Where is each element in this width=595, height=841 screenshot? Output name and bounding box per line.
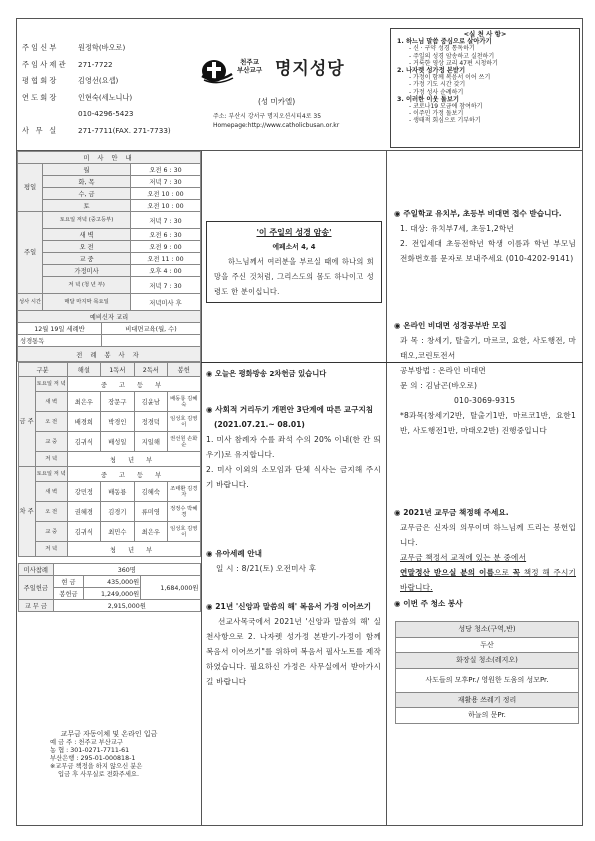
finance-wrap-row	[18, 557, 201, 612]
lecture-row	[18, 323, 201, 335]
contact-value: 원정학(바오로)	[78, 43, 126, 52]
sunday-row	[18, 229, 201, 241]
donation-line: 부산은행 : 295-01-000818-1	[50, 755, 136, 762]
servers-slot: 오 전	[35, 502, 67, 522]
attendance-value: 360명	[54, 564, 200, 576]
contact-key: 연도회장	[22, 92, 59, 102]
bible-study-row	[18, 335, 201, 347]
finance-row	[18, 564, 200, 576]
bible-3: 문 의 : 김남곤(바오로)	[400, 381, 478, 390]
confession-time: 저녁미사 후	[130, 294, 200, 311]
weekday-day: 수, 금	[43, 188, 131, 200]
sunday-time: 오전 9 : 00	[130, 241, 200, 253]
donation-line: 입금 후 사무실로 전화주세요.	[58, 771, 139, 778]
tithe-6: 책정 해 주시기 바랍니다.	[400, 568, 577, 592]
servers-row	[18, 542, 200, 557]
weekday-label: 평일	[18, 164, 43, 212]
servers-slot: 새 벽	[35, 482, 67, 502]
lecture-title: 예비신자 교리	[18, 311, 201, 323]
confession-row	[18, 294, 201, 311]
cleaning-cell: 사도들의 모후Pr./ 영원한 도움의 성모Pr.	[396, 668, 579, 692]
tithe-1: 교무금은 신자의 의무이며 하느님께 드리는 봉헌입니다.	[400, 523, 576, 547]
servers-merged: 중 고 등 부	[67, 467, 200, 482]
contact-row	[22, 123, 198, 140]
sunday-slot: 교 중	[43, 253, 131, 265]
sunday-slot: 저 녁 (청 년 부)	[43, 277, 131, 294]
sunday-school-1: 1. 대상: 유치부7세, 초등1,2학년	[400, 224, 514, 233]
confession-label: 성사 시간	[18, 294, 43, 311]
contact-value: 인현숙(세노니나)	[78, 92, 133, 102]
sunday-row	[18, 277, 201, 294]
cleaning-row	[396, 653, 579, 669]
sunday-time: 오후 4 : 00	[130, 265, 200, 277]
servers-name: 배동룡 김혜숙	[168, 392, 200, 412]
servers-slot: 토요일 저 녁	[35, 377, 67, 392]
servers-name: 류미영	[134, 502, 167, 522]
cash-value: 435,000원	[83, 576, 140, 588]
parish-patron: (성 미카엘)	[258, 97, 296, 106]
contact-key: 주임사제관	[22, 59, 68, 69]
sunday-school-head: ◉ 주일학교 유치부, 초등부 비대면 접수 받습니다.	[394, 209, 562, 218]
contact-row	[22, 90, 198, 107]
peace-prayer-text: ◉ 오늘은 평화방송 2차헌금 있습니다	[206, 369, 327, 378]
servers-header: 2독서	[134, 363, 167, 377]
donation-lines	[17, 739, 201, 779]
servers-name: 정경덕	[134, 412, 167, 432]
servers-name: 김혜숙	[134, 482, 167, 502]
cleaning-cell: 하늘의 문Pr.	[396, 708, 579, 724]
mass-title-row	[18, 152, 201, 164]
attendance-label: 미사참례	[18, 564, 54, 576]
servers-row	[18, 482, 200, 502]
tithe-2: 교무금 책정서 교적에 있는 분 중에서	[400, 553, 527, 562]
parish-name: 명지성당	[275, 59, 345, 79]
servers-row	[18, 432, 200, 452]
servers-name: 임성호 김영이	[168, 522, 200, 542]
servers-name: 박경인	[101, 412, 134, 432]
bible-head: ◉ 온라인 비대면 성경공부반 모집	[394, 321, 507, 330]
practice-item: - 신 · 구약 성경 통독하기	[409, 45, 475, 53]
cleaning-row	[396, 692, 579, 708]
servers-slot: 저 녁	[35, 452, 67, 467]
practice-box	[390, 28, 580, 148]
servers-row	[18, 452, 200, 467]
bible-study-label: 성경통독	[18, 335, 102, 347]
year-head: ◉ 21년 '신앙과 말씀의 해' 복음서 가정 이어쓰기	[206, 602, 372, 611]
servers-row	[18, 502, 200, 522]
cash-label: 현 금	[54, 576, 84, 588]
envelope-label: 봉헌금	[54, 588, 84, 600]
weekday-time: 오전 6 : 30	[130, 164, 200, 176]
servers-name: 강민정	[67, 482, 100, 502]
practice-group-head: 2. 나자렛 성가정 본받기	[397, 67, 466, 75]
contact-value: 김영선(요셉)	[78, 76, 119, 85]
contact-value: 010-4296-5423	[78, 109, 134, 118]
lecture-line: 12월 19일 세례반	[18, 323, 102, 335]
cleaning-row	[396, 637, 579, 653]
practice-group-head: 1. 하느님 말씀 중심으로 살아가기	[397, 38, 492, 46]
weekday-row	[18, 188, 201, 200]
servers-row	[18, 377, 200, 392]
bible-4: 010-3069-9315	[454, 396, 516, 405]
servers-slot: 저 녁	[35, 542, 67, 557]
bible-2: 공부방법 : 온라인 비대면	[400, 366, 486, 375]
servers-merged: 청 년 부	[67, 542, 200, 557]
practice-item: - 코로나19 모금에 참여하기	[409, 103, 483, 111]
tithe-notice	[390, 505, 580, 595]
parish-diocese-label	[237, 58, 262, 74]
finance-row	[18, 600, 200, 612]
distancing-item-1: 1. 미사 참례자 수를 좌석 수의 20% 이내(한 칸 띄우기)로 유지합니다.	[206, 435, 381, 459]
tithe-3: 연말정산 받으실 분의 이름	[400, 568, 495, 577]
servers-slot: 교 중	[35, 432, 67, 452]
servers-slot: 토요일 저 녁	[35, 467, 67, 482]
weekday-row	[18, 164, 201, 176]
weekday-day: 월	[43, 164, 131, 176]
sunday-slot: 오 전	[43, 241, 131, 253]
donation-line: 농 협 : 301-0271-7711-61	[50, 747, 130, 754]
homepage-line: Homepage:http://www.catholicbusan.or.kr	[213, 121, 340, 129]
servers-name: 배경희	[67, 412, 100, 432]
contact-row	[22, 73, 198, 90]
mass-title: 미 사 안 내	[18, 152, 201, 164]
servers-name: 최은우	[134, 522, 167, 542]
gospel-copy-notice	[201, 599, 386, 689]
donation-line: 예 금 주 : 천주교 부산교구	[50, 739, 123, 746]
bible-5: *8과목(창세기2반, 탈출기1반, 마르코1반, 요한1반, 사도행전1반, 마태오2반) 진행중입니다	[400, 411, 576, 435]
servers-table	[18, 362, 201, 557]
verse-body: 하느님께서 여러분을 부르실 때에 하나의 희망을 주신 것처럼, 그리스도의 몸도 하나이고 성령도 한 분이십니다.	[214, 257, 374, 296]
tithe-head: ◉ 2021년 교무금 책정해 주세요.	[394, 508, 509, 517]
year-body: 선교사목국에서 2021년 '신앙과 말씀의 해' 실천사항으로 2. 나자렛 성가정 본받기-가정이 함께 복음서 이어쓰기"를 위하여 복음서 필사노트를 제작하였습니다. 필요하신 가정은 사무실에서 받아가시길 바랍니다	[206, 617, 382, 686]
servers-name: 권혜경	[67, 502, 100, 522]
sunday-label: 주일	[18, 212, 43, 294]
parish-address	[213, 113, 339, 130]
infant-body: 일 시 : 8/21(토) 오전미사 후	[216, 564, 317, 573]
cleaning-row	[396, 622, 579, 638]
servers-merged: 청 년 부	[67, 452, 200, 467]
contact-row	[22, 40, 198, 57]
sunday-time: 오전 6 : 30	[130, 229, 200, 241]
contact-key: 주임신부	[22, 43, 59, 52]
finance-row	[18, 576, 200, 588]
sunday-row	[18, 265, 201, 277]
servers-week-label: 차 주	[18, 467, 35, 557]
servers-merged: 중 고 등 부	[67, 377, 200, 392]
servers-name: 김경기	[101, 502, 134, 522]
weekday-time: 오전 10 : 00	[130, 200, 200, 212]
contact-row	[22, 57, 198, 74]
servers-name: 임성호 김영이	[168, 412, 200, 432]
infant-head: ◉ 유아세례 안내	[206, 549, 262, 558]
address-line: 주소: 부산시 강서구 명지오션시티4로 35	[213, 113, 322, 120]
tithe-5: 꼭	[512, 568, 521, 577]
peace-prayer-notice	[201, 366, 386, 381]
servers-name: 정정수 박혜경	[168, 502, 200, 522]
contact-value: 271-7722	[78, 59, 113, 69]
cleaning-cell: 화장실 청소(레지오)	[396, 653, 579, 669]
servers-name: 배동룡	[101, 482, 134, 502]
servers-name: 지일해	[134, 432, 167, 452]
servers-row	[18, 467, 200, 482]
cleaning-head-wrap	[394, 596, 463, 611]
servers-name: 김윤남	[134, 392, 167, 412]
contact-key: 평협회장	[22, 76, 59, 85]
practice-item: - 가정이 함께 복음서 이어 쓰기	[409, 74, 491, 82]
sunday-time: 저녁 7 : 30	[130, 212, 200, 229]
weekday-day: 화, 목	[43, 176, 131, 188]
contact-key: 사 무 실	[22, 125, 59, 135]
servers-row	[18, 522, 200, 542]
servers-title-row	[18, 347, 201, 362]
sunday-school-notice	[390, 206, 580, 266]
servers-name: 배성일	[101, 432, 134, 452]
contact-value: 271-7711(FAX. 271-7733)	[78, 125, 171, 135]
servers-header: 해설	[67, 363, 100, 377]
sunday-row	[18, 241, 201, 253]
weekday-day: 토	[43, 200, 131, 212]
infant-baptism-notice	[201, 546, 386, 576]
cleaning-row	[396, 708, 579, 724]
lecture-place: 비대면교육(월, 수)	[101, 323, 200, 335]
cleaning-cell: 재활용 쓰레기 정리	[396, 692, 579, 708]
servers-name: 조태환 김경자	[168, 482, 200, 502]
bible-study-value	[101, 335, 200, 347]
servers-name: 최은우	[67, 392, 100, 412]
confession-when: 매달 마지막 목요일	[43, 294, 131, 311]
weekday-time: 저녁 7 : 30	[130, 176, 200, 188]
cleaning-row	[396, 668, 579, 692]
sunday-row	[18, 253, 201, 265]
offering-label: 주일헌금	[18, 576, 54, 600]
lecture-title-row	[18, 311, 201, 323]
servers-wrap-row	[18, 362, 201, 558]
weekday-row	[18, 200, 201, 212]
verse-reference: 에페소서 4, 4	[272, 243, 316, 251]
sunday-row	[18, 212, 201, 229]
sunday-slot: 토요일 저녁 (중고등부)	[43, 212, 131, 229]
servers-slot: 오 전	[35, 412, 67, 432]
cleaning-cell: 두산	[396, 637, 579, 653]
servers-title: 전 례 봉 사 자	[18, 347, 201, 362]
distancing-head: ◉ 사회적 거리두기 개편안 3단계에 따른 교구지침	[206, 405, 374, 414]
servers-header: 1독서	[101, 363, 134, 377]
verse-title: '이 주일의 성경 암송'	[256, 228, 332, 237]
weekly-verse-box	[206, 221, 382, 303]
servers-row	[18, 392, 200, 412]
servers-name: 최민수	[101, 522, 134, 542]
mass-schedule-table	[17, 151, 201, 612]
sunday-time: 저녁 7 : 30	[130, 277, 200, 294]
cleaning-table	[395, 621, 579, 724]
practice-item: - 주일의 성경 암송하고 실천하기	[409, 52, 495, 60]
parish-fee-value: 2,915,000원	[54, 600, 200, 612]
servers-header-row	[18, 363, 200, 377]
cleaning-cell: 성당 청소(구역,반)	[396, 622, 579, 638]
bible-study-notice	[390, 318, 580, 438]
parish-fee-label: 교 무 금	[18, 600, 54, 612]
servers-slot: 새 벽	[35, 392, 67, 412]
sunday-slot: 가정미사	[43, 265, 131, 277]
practice-item: - 가정 성사 순례하기	[409, 88, 464, 96]
sunday-school-2: 2. 전입세대 초등전학년 학생 이름과 학년 부모님 전화번호를 문자로 보내주세요 (010-4202-9141)	[400, 239, 576, 263]
contact-row	[22, 106, 198, 123]
servers-header: 봉헌	[168, 363, 200, 377]
tithe-4: 으로	[494, 568, 513, 577]
distancing-dates: (2021.07.21.~ 08.01)	[214, 420, 305, 429]
finance-wrap	[18, 557, 201, 612]
servers-header: 구분	[18, 363, 67, 377]
parish-cross-logo-icon	[200, 58, 234, 84]
envelope-value: 1,249,000원	[83, 588, 140, 600]
servers-week-label: 금 주	[18, 377, 35, 467]
donation-line: ※교무금 책정을 하지 않으신 분은	[50, 763, 143, 770]
servers-name: 김귀식	[67, 522, 100, 542]
offering-total: 1,684,000원	[141, 576, 200, 600]
weekday-row	[18, 176, 201, 188]
practice-title: <실 천 사 항>	[463, 30, 507, 38]
practice-item: - 이주민 가정 돌보기	[409, 110, 464, 118]
distancing-item-2: 2. 미사 이외의 소모임과 단체 식사는 금지해 주시기 바랍니다.	[206, 465, 381, 489]
practice-item: - 생태적 회심으로 기부하기	[409, 117, 481, 125]
servers-row	[18, 412, 200, 432]
parish-small-1: 천주교	[240, 58, 259, 66]
clean-head: ◉ 이번 주 청소 봉사	[394, 599, 463, 608]
tithe-3-line	[394, 565, 576, 595]
column-divider-right	[386, 150, 387, 825]
servers-slot: 교 중	[35, 522, 67, 542]
sunday-slot: 새 벽	[43, 229, 131, 241]
sunday-time: 오전 11 : 00	[130, 253, 200, 265]
finance-table	[18, 563, 201, 612]
bible-1: 과 목 : 창세기, 탈출기, 마르코, 요한, 사도행전, 마태오,코린토전서	[400, 336, 576, 360]
donation-info	[17, 730, 201, 779]
practice-item: - 가정 기도 시간 갖기	[409, 81, 466, 89]
servers-name: 장문구	[101, 392, 134, 412]
parish-contact-info	[22, 40, 198, 139]
donation-title: 교무금 자동이체 및 온라인 입금	[60, 730, 158, 738]
contact-key	[22, 106, 78, 123]
servers-wrap	[18, 362, 201, 558]
weekday-time: 오전 10 : 00	[130, 188, 200, 200]
servers-name: 김귀식	[67, 432, 100, 452]
distancing-notice	[201, 402, 386, 492]
practice-group-head: 3. 이러한 이웃 돌보기	[397, 95, 460, 103]
practice-item: - 거룩한 영상 교리 47편 시청하기	[409, 59, 498, 67]
servers-name: 권선원 손화순	[168, 432, 200, 452]
parish-small-2: 부산교구	[237, 66, 263, 74]
